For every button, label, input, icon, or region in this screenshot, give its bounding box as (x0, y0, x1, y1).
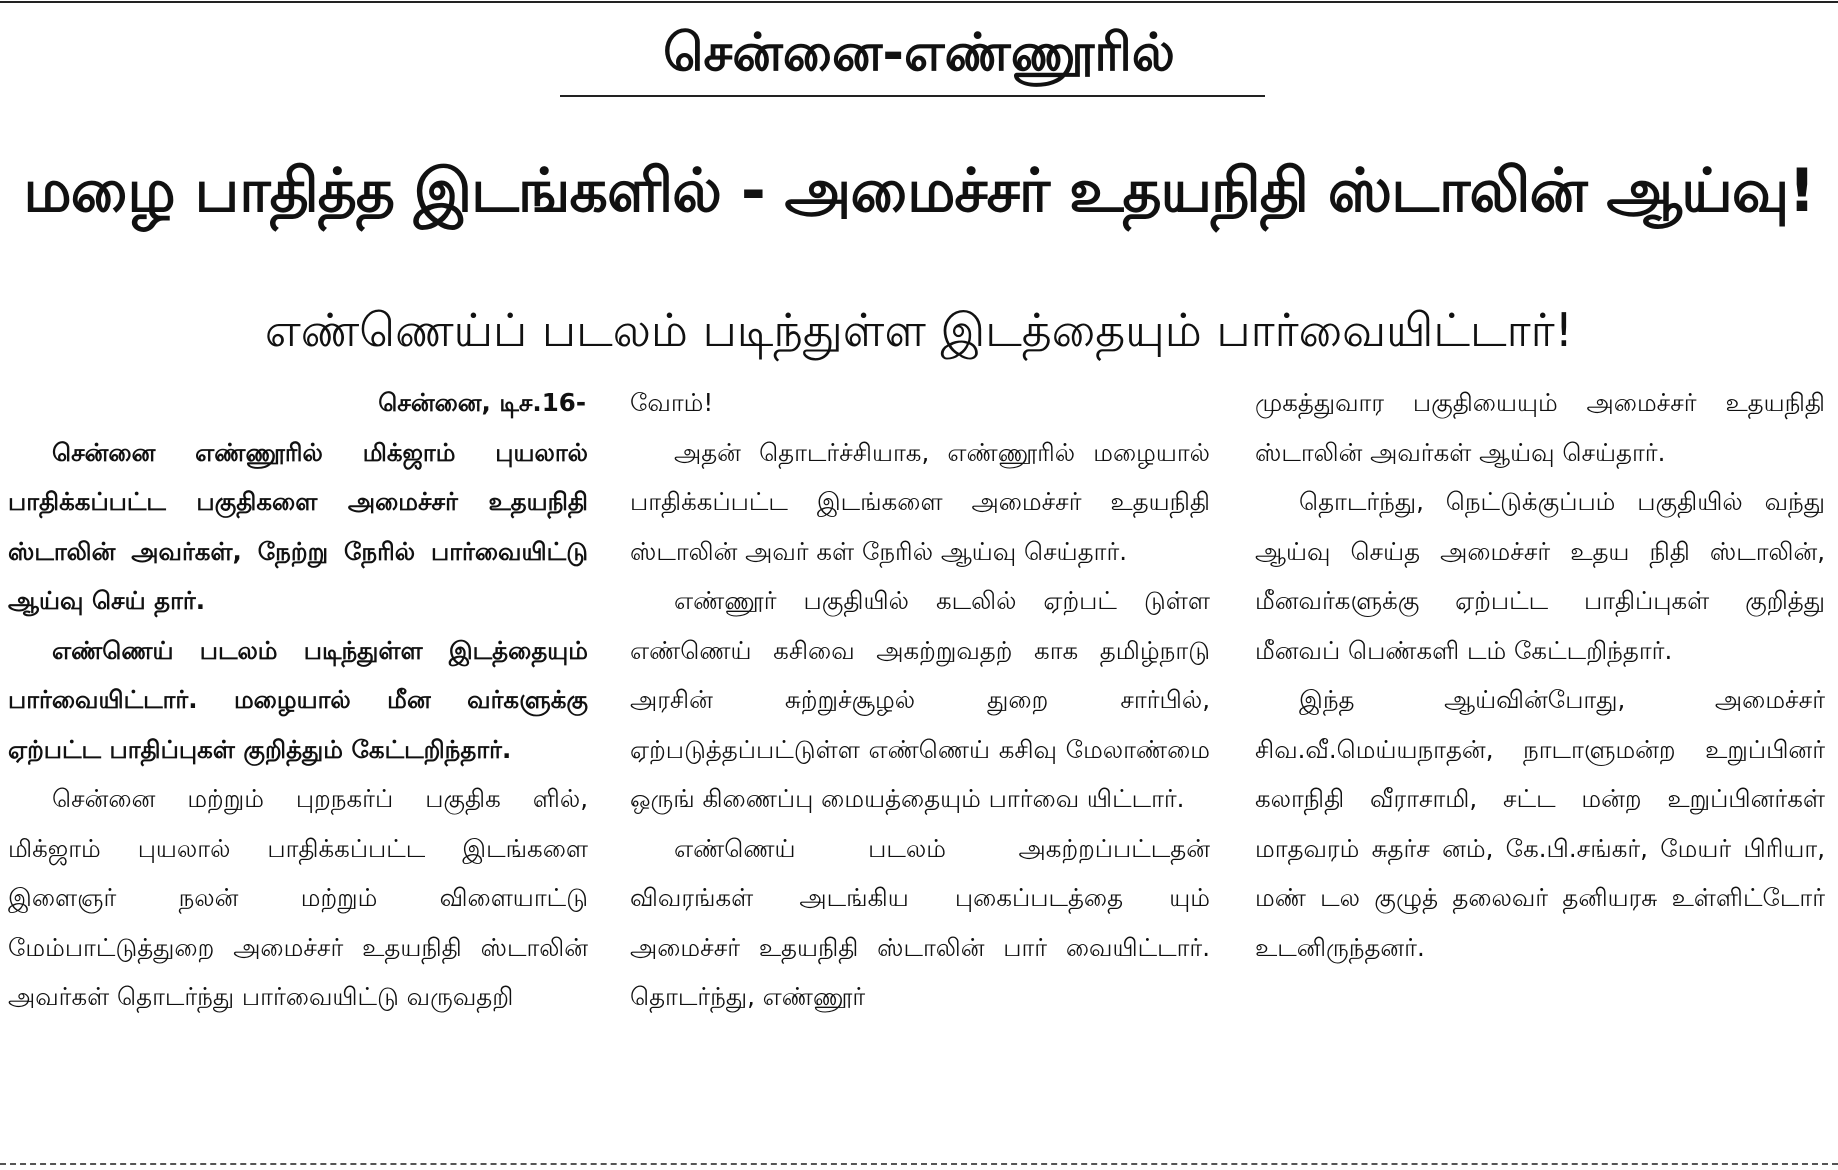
article-column-1 (8, 378, 588, 1158)
article-column-3 (1255, 378, 1825, 1158)
column1-paragraph-1: சென்னை எண்ணூரில் மிக்ஜாம் புயலால் பாதிக்கப்பட்ட பகுதிகளை அமைச்சர் உதயநிதி ஸ்டாலின் அவர்கள், நேற்று நேரில் பார்வையிட்டு ஆய்வு செய் தார். (8, 437, 588, 615)
article-column-2 (630, 378, 1210, 1158)
top-divider (0, 1, 1838, 3)
subheadline: எண்ணெய்ப் படலம் படிந்துள்ள இடத்தையும் பார்வையிட்டார்! (264, 303, 1574, 357)
column2-paragraph-2: அதன் தொடர்ச்சியாக, எண்ணூரில் மழையால் பாதிக்கப்பட்ட இடங்களை அமைச்சர் உதயநிதி ஸ்டாலின் அவர் கள் நேரில் ஆய்வு செய்தார். (630, 437, 1210, 566)
bottom-divider (0, 1163, 1838, 1165)
headline: மழை பாதித்த இடங்களில் - அமைச்சர் உதயநிதி ஸ்டாலின் ஆய்வு! (23, 156, 1815, 226)
column2-paragraph-4: எண்ணெய் படலம் அகற்றப்பட்டதன் விவரங்கள் அடங்கிய புகைப்படத்தை யும் அமைச்சர் உதயநிதி ஸ்டாலின் பார் வையிட்டார். தொடர்ந்து, எண்ணூர் (630, 833, 1210, 1011)
kicker-underline (560, 95, 1265, 97)
column3-paragraph-3: இந்த ஆய்வின்போது, அமைச்சர் சிவ.வீ.மெய்யநாதன், நாடாளுமன்ற உறுப்பினர் கலாநிதி வீராசாமி, சட்ட மன்ற உறுப்பினர்கள் மாதவரம் சுதர்ச னம், கே.பி.சங்கர், மேயர் பிரியா, மண் டல குழுத் தலைவர் தனியரசு உள்ளிட்டோர் உடனிருந்தனர். (1255, 685, 1825, 962)
column2-paragraph-3: எண்ணூர் பகுதியில் கடலில் ஏற்பட் டுள்ள எண்ணெய் கசிவை அகற்றுவதற் காக தமிழ்நாடு அரசின் சுற்றுச்சூழல் துறை சார்பில், ஏற்படுத்தப்பட்டுள்ள எண்ணெய் கசிவு மேலாண்மை ஒருங் கிணைப்பு மையத்தையும் பார்வை யிட்டார். (630, 586, 1210, 813)
column2-paragraph-1: வோம்! (630, 388, 714, 417)
dateline: சென்னை, டிச.16- (378, 388, 586, 417)
column3-paragraph-2: தொடர்ந்து, நெட்டுக்குப்பம் பகுதியில் வந்து ஆய்வு செய்த அமைச்சர் உதய நிதி ஸ்டாலின், மீனவர்களுக்கு ஏற்பட்ட பாதிப்புகள் குறித்து மீனவப் பெண்களி டம் கேட்டறிந்தார். (1255, 487, 1825, 665)
column1-paragraph-2: எண்ணெய் படலம் படிந்துள்ள இடத்தையும் பார்வையிட்டார். மழையால் மீன வர்களுக்கு ஏற்பட்ட பாதிப்புகள் குறித்தும் கேட்டறிந்தார். (8, 635, 588, 764)
column1-paragraph-3: சென்னை மற்றும் புறநகர்ப் பகுதிக ளில், மிக்ஜாம் புயலால் பாதிக்கப்பட்ட இடங்களை இளைஞர் நலன் மற்றும் விளையாட்டு மேம்பாட்டுத்துறை அமைச்சர் உதயநிதி ஸ்டாலின் அவர்கள் தொடர்ந்து பார்வையிட்டு வருவதறி (8, 784, 588, 1011)
column3-paragraph-1: முகத்துவார பகுதியையும் அமைச்சர் உதயநிதி ஸ்டாலின் அவர்கள் ஆய்வு செய்தார். (1255, 388, 1825, 467)
kicker: சென்னை-எண்ணூரில் (663, 23, 1175, 83)
